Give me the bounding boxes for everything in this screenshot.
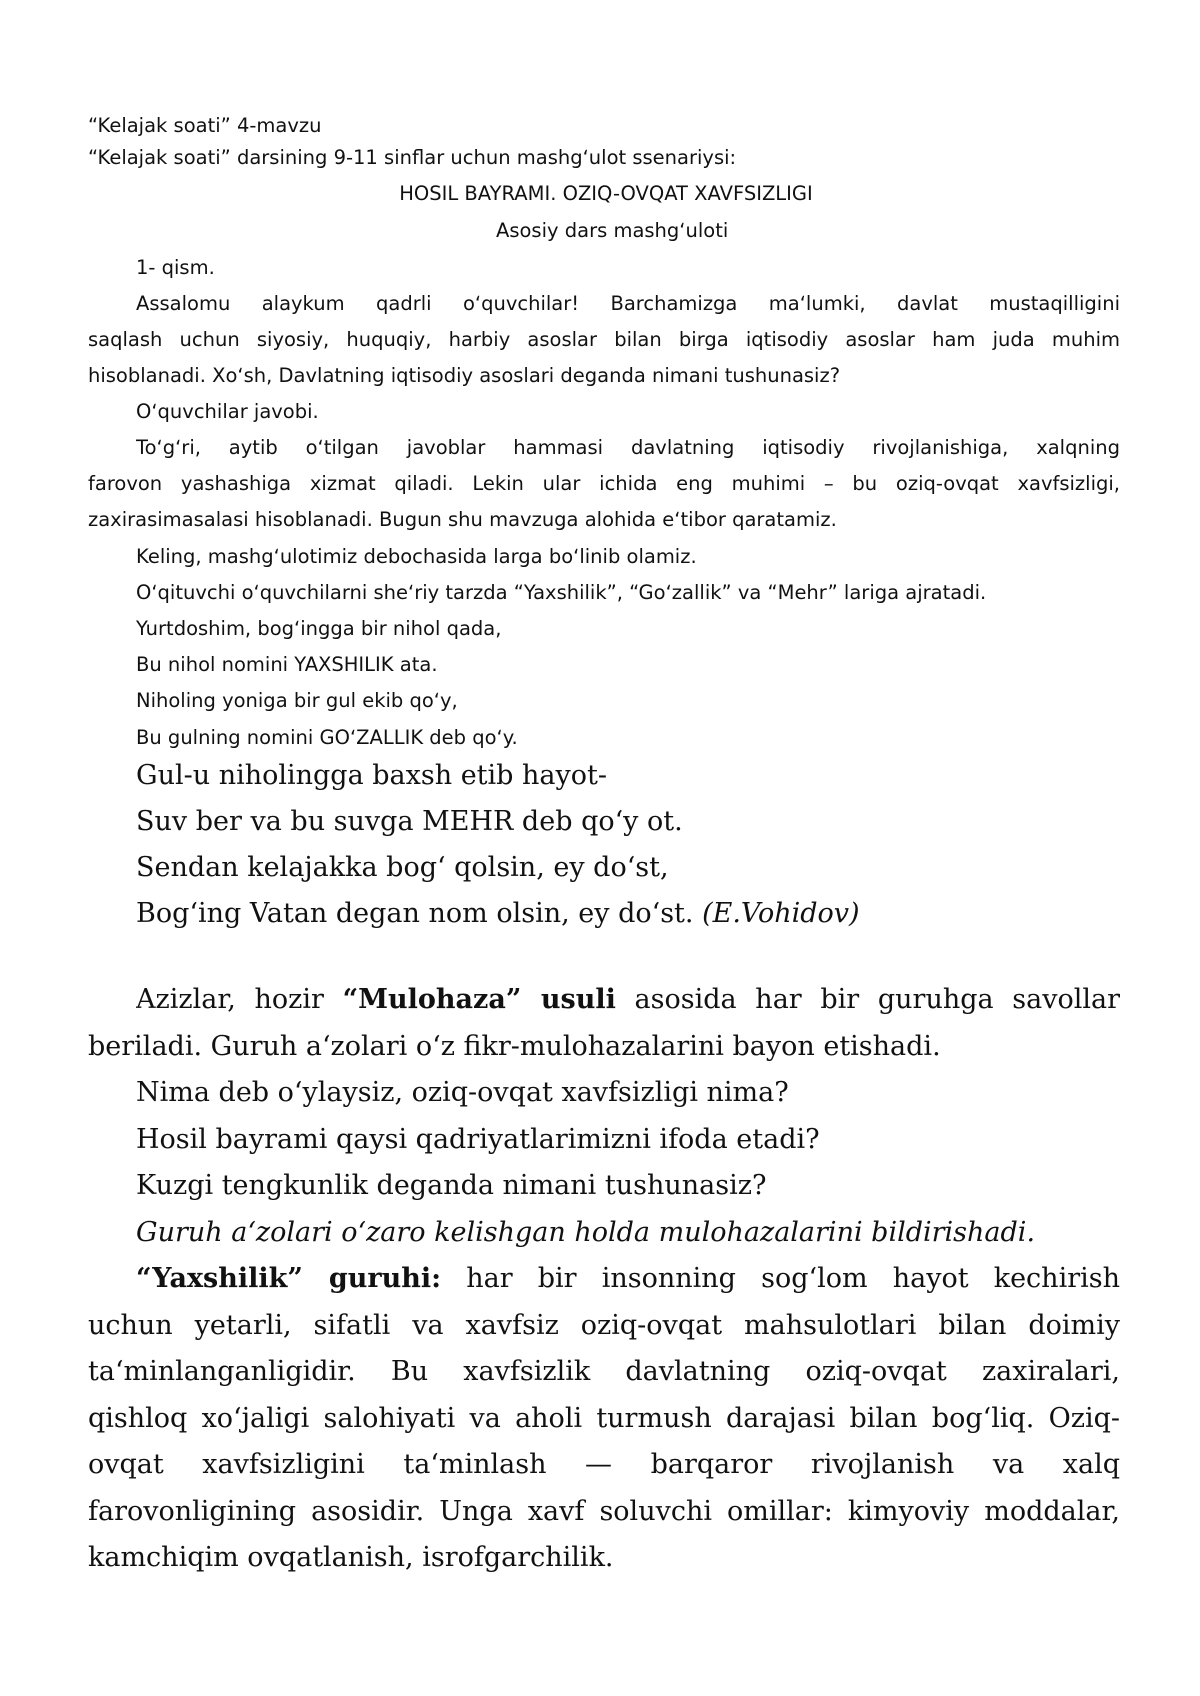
question-3: Kuzgi tengkunlik deganda nimani tushunasiz? [136,1170,767,1201]
scenario-line: “Kelajak soati” darsining 9-11 sinflar uchun mashgʻulot ssenariysi: [88,146,737,169]
group-label: “Yaxshilik” guruhi: [136,1263,442,1294]
intro-line-1: Assalomu alaykum qadrli oʻquvchilar! Barchamizga maʻlumki, davlat mustaqilligini [136,292,1120,315]
question-2: Hosil bayrami qaysi qadriyatlarimizni ifoda etadi? [136,1124,820,1155]
group-line-1 [136,1263,1120,1294]
intro-line-7: Keling, mashgʻulotimiz debochasida larga boʻlinib olamiz. [136,545,697,568]
group-line-1-text: har bir insonning sogʻlom hayot kechirish [441,1263,1120,1294]
question-1: Nima deb oʻylaysiz, oziq-ovqat xavfsizligi nima? [136,1077,789,1108]
method-name: “Mulohaza” usuli [342,984,616,1015]
intro-line-4: Toʻgʻri, aytib oʻtilgan javoblar hammasi davlatning iqtisodiy rivojlanishiga, xalqning [136,436,1120,459]
intro-line-2: saqlash uchun siyosiy, huquqiy, harbiy asoslar bilan birga iqtisodiy asoslar ham juda muhim [88,328,1120,351]
group-line-6: farovonligining asosidir. Unga xavf soluvchi omillar: kimyoviy moddalar, [88,1496,1120,1527]
intro-line-3: hisoblanadi. Xoʻsh, Davlatning iqtisodiy asoslari deganda nimani tushunasiz? [88,364,841,387]
method-line-2: beriladi. Guruh aʻzolari oʻz fikr-mulohazalarini bayon etishadi. [88,1031,941,1062]
students-answer: Oʻquvchilar javobi. [136,400,319,423]
poem-line-4: Bu gulning nomini GOʻZALLIK deb qoʻy. [136,726,518,749]
poem-line-6: Suv ber va bu suvga MEHR deb qoʻy ot. [136,806,683,837]
part-label: 1- qism. [136,256,215,279]
group-line-4: qishloq xoʻjaligi salohiyati va aholi turmush darajasi bilan bogʻliq. Oziq- [88,1403,1120,1434]
poem-line-7: Sendan kelajakka bogʻ qolsin, ey doʻst, [136,852,669,883]
group-line-2: uchun yetarli, sifatli va xavfsiz oziq-ovqat mahsulotlari bilan doimiy [88,1310,1120,1341]
poem-line-8 [136,898,860,929]
group-line-3: taʻminlanganligidir. Bu xavfsizlik davlatning oziq-ovqat zaxiralari, [88,1356,1120,1387]
poem-line-3: Niholing yoniga bir gul ekib qoʻy, [136,689,458,712]
document-subtitle: Asosiy dars mashgʻuloti [496,219,729,242]
poem-line-8-text: Bogʻing Vatan degan nom olsin, ey doʻst. [136,898,694,929]
method-text-a: Azizlar, hozir [136,984,343,1015]
intro-line-8: Oʻqituvchi oʻquvchilarni sheʻriy tarzda “Yaxshilik”, “Goʻzallik” va “Mehr” lariga ajratadi. [136,581,987,604]
poem-author: (E.Vohidov) [702,898,860,929]
intro-line-5: farovon yashashiga xizmat qiladi. Lekin ular ichida eng muhimi – bu oziq-ovqat xavfsizligi, [88,472,1120,495]
method-line-1 [136,984,1120,1015]
document-title: HOSIL BAYRAMI. OZIQ-OVQAT XAVFSIZLIGI [399,182,813,205]
group-note: Guruh aʻzolari oʻzaro kelishgan holda mulohazalarini bildirishadi. [136,1217,1036,1248]
method-text-c: asosida har bir guruhga savollar [615,984,1120,1015]
group-line-7: kamchiqim ovqatlanish, isrofgarchilik. [88,1542,614,1573]
poem-line-5: Gul-u niholingga baxsh etib hayot- [136,760,607,791]
group-line-5: ovqat xavfsizligini taʻminlash — barqaror rivojlanish va xalq [88,1449,1120,1480]
topic-line: “Kelajak soati” 4-mavzu [88,114,322,137]
poem-line-1: Yurtdoshim, bogʻingga bir nihol qada, [136,617,502,640]
poem-line-2: Bu nihol nomini YAXSHILIK ata. [136,653,438,676]
intro-line-6: zaxirasimasalasi hisoblanadi. Bugun shu mavzuga alohida eʻtibor qaratamiz. [88,508,837,531]
